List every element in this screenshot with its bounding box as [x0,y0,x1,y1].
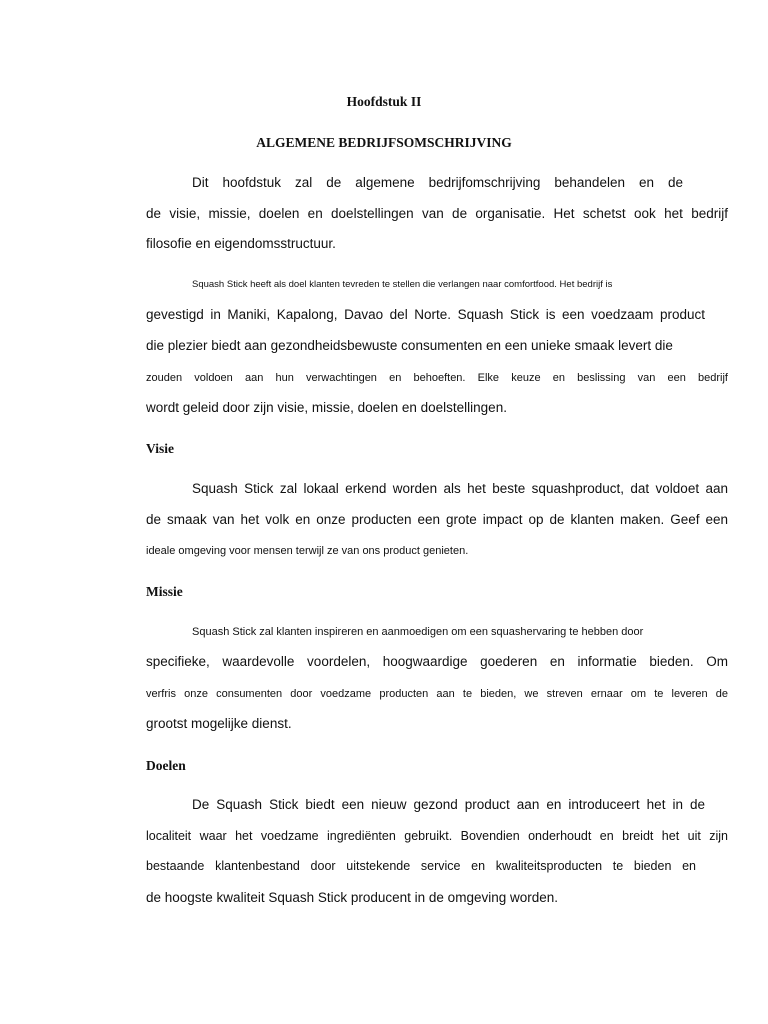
doelen-line: bestaande klantenbestand door uitstekende service en kwaliteitsproducten te bieden en [146,859,696,873]
company-line: wordt geleid door zijn visie, missie, doelen en doelstellingen. [146,400,507,415]
visie-line: ideale omgeving voor mensen terwijl ze van ons product genieten. [146,545,469,557]
missie-line: verfris onze consumenten door voedzame producten aan te bieden, we streven ernaar om te leveren de [146,688,728,700]
company-line: die plezier biedt aan gezondheidsbewuste consumenten en een unieke smaak levert die [146,338,673,353]
visie-heading: Visie [146,441,174,456]
missie-heading: Missie [146,584,183,599]
doelen-heading: Doelen [146,758,186,773]
doelen-line: localiteit waar het voedzame ingrediënten gebruikt. Bovendien onderhoudt en breidt het uit zijn [146,829,728,843]
company-line: zouden voldoen aan hun verwachtingen en behoeften. Elke keuze en beslissing van een bedrijf [146,372,728,384]
visie-line: de smaak van het volk en onze producten een grote impact op de klanten maken. Geef een [146,512,728,527]
company-line: Squash Stick heeft als doel klanten tevreden te stellen die verlangen naar comfortfood. Het bedrijf is [192,279,613,290]
company-line: gevestigd in Maniki, Kapalong, Davao del Norte. Squash Stick is een voedzaam product [146,307,705,322]
section-title: ALGEMENE BEDRIJFSOMSCHRIJVING [256,135,512,150]
visie-line: Squash Stick zal lokaal erkend worden als het beste squashproduct, dat voldoet aan [192,481,728,496]
missie-line: specifieke, waardevolle voordelen, hoogwaardige goederen en informatie bieden. Om [146,654,728,669]
doelen-line: de hoogste kwaliteit Squash Stick producent in de omgeving worden. [146,890,559,905]
intro-line: Dit hoofdstuk zal de algemene bedrijfomschrijving behandelen en de [192,175,683,190]
missie-line: grootst mogelijke dienst. [146,716,292,731]
intro-line: de visie, missie, doelen en doelstellingen van de organisatie. Het schetst ook het bedrijf [146,206,728,221]
intro-line: filosofie en eigendomsstructuur. [146,236,336,251]
missie-line: Squash Stick zal klanten inspireren en aanmoedigen om een squashervaring te hebben door [192,626,644,638]
doelen-line: De Squash Stick biedt een nieuw gezond product aan en introduceert het in de [192,797,705,812]
chapter-title: Hoofdstuk II [346,94,422,109]
